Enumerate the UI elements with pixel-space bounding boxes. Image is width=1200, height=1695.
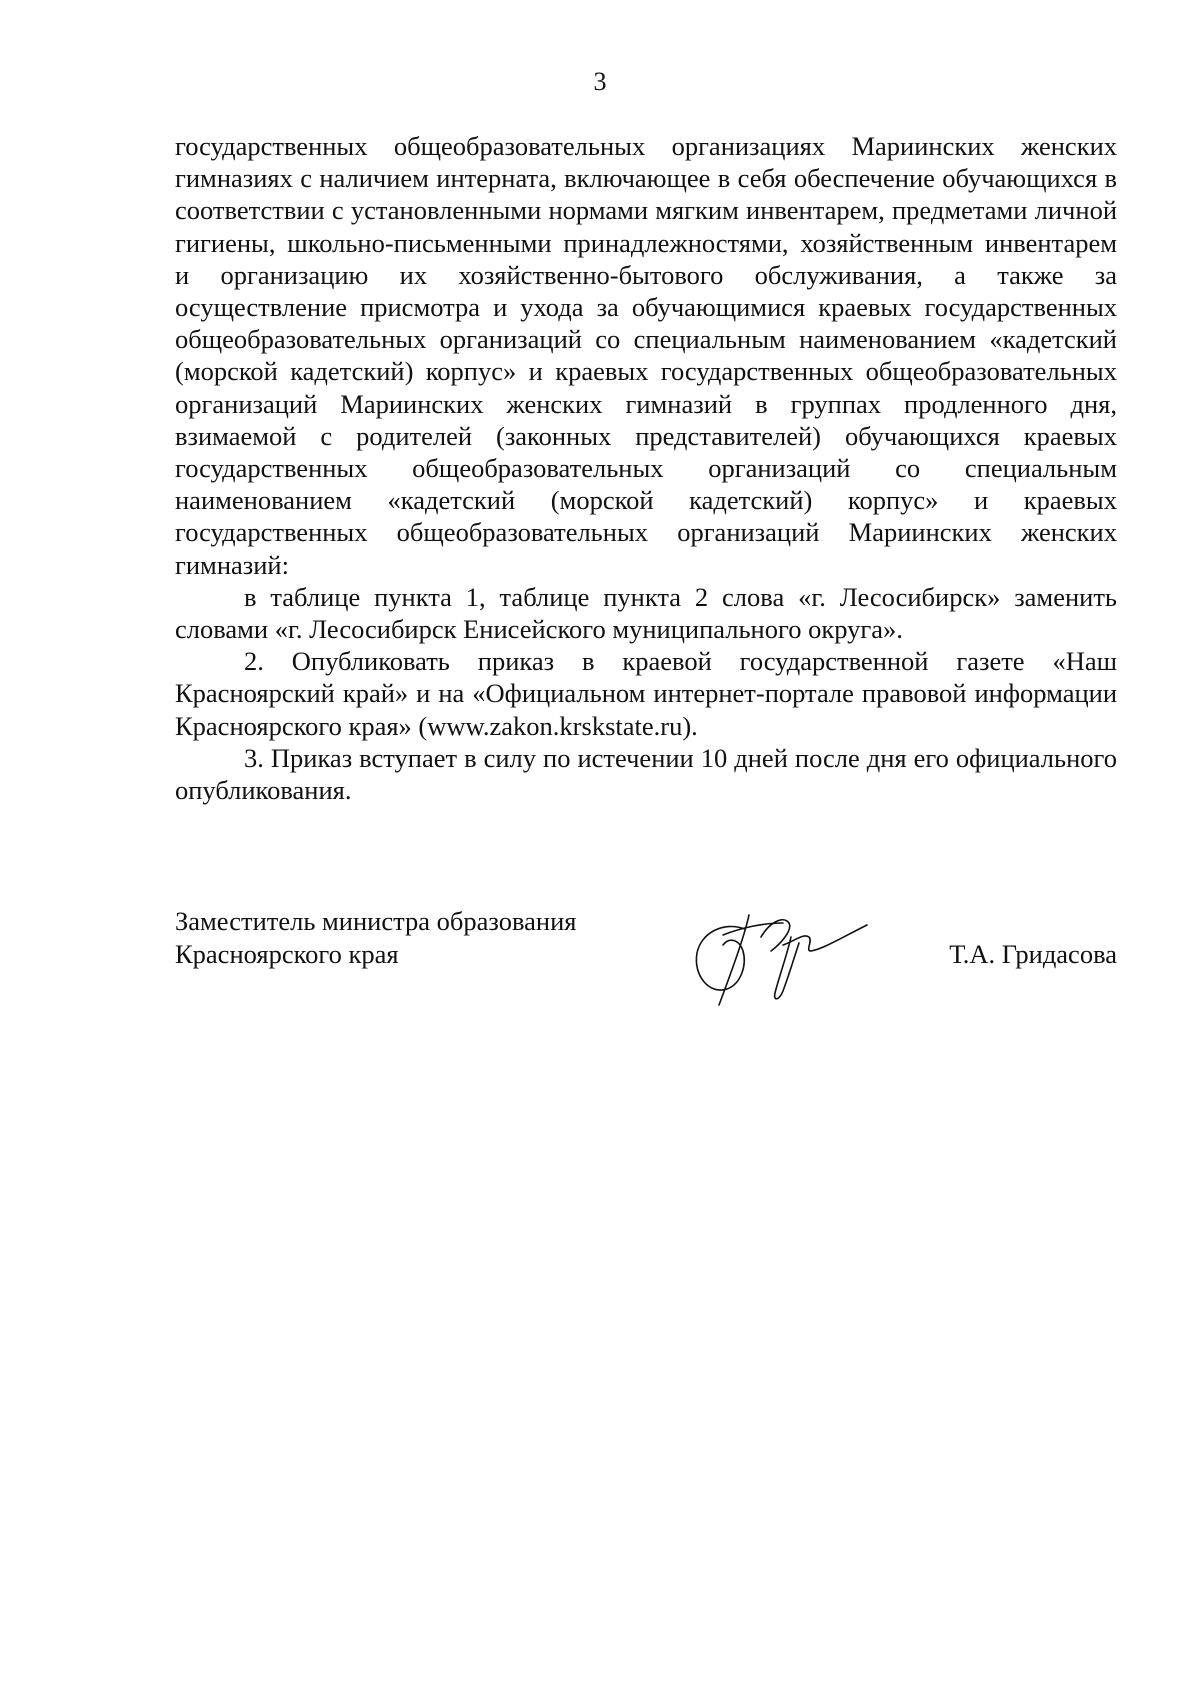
paragraph-table-amendment: в таблице пункта 1, таблице пункта 2 слова «г. Лесосибирск» заменить словами «г. Лесосибирск Енисейского муниципального округа».: [175, 581, 1117, 645]
signature-block: [175, 905, 1117, 1025]
signer-position: [175, 905, 695, 971]
page-number: 3: [593, 67, 607, 96]
signer-position-line2: Красноярского края: [175, 939, 399, 969]
signer-name: Т.А. Гридасова: [949, 939, 1117, 969]
handwritten-signature: [683, 893, 873, 1013]
document-body: [175, 130, 1117, 806]
signer-position-line1: Заместитель министра образования: [175, 906, 577, 936]
paragraph-continuation: государственных общеобразовательных организациях Мариинских женских гимназиях с наличием интерната, включающее в себя обеспечение обучающихся в соответствии с установленными нормами мягким инвентарем, предметами личной гигиены, школьно-письменными принадлежностями, хозяйственным инвентарем и организацию их хозяйственно-бытового обслуживания, а также за осуществление присмотра и ухода за обучающимися краевых государственных общеобразовательных организаций со специальным наименованием «кадетский (морской кадетский) корпус» и краевых государственных общеобразовательных организаций Мариинских женских гимназий в группах продленного дня, взимаемой с родителей (законных представителей) обучающихся краевых государственных общеобразовательных организаций со специальным наименованием «кадетский (морской кадетский) корпус» и краевых государственных общеобразовательных организаций Мариинских женских гимназий:: [175, 131, 1117, 580]
paragraph-publication: 2. Опубликовать приказ в краевой государственной газете «Наш Красноярский край» и на «Официальном интернет-портале правовой информации Красноярского края» (www.zakon.krskstate.ru).: [175, 646, 1117, 741]
paragraph-entry-into-force: 3. Приказ вступает в силу по истечении 10 дней после дня его официального опубликования.: [175, 742, 1117, 806]
